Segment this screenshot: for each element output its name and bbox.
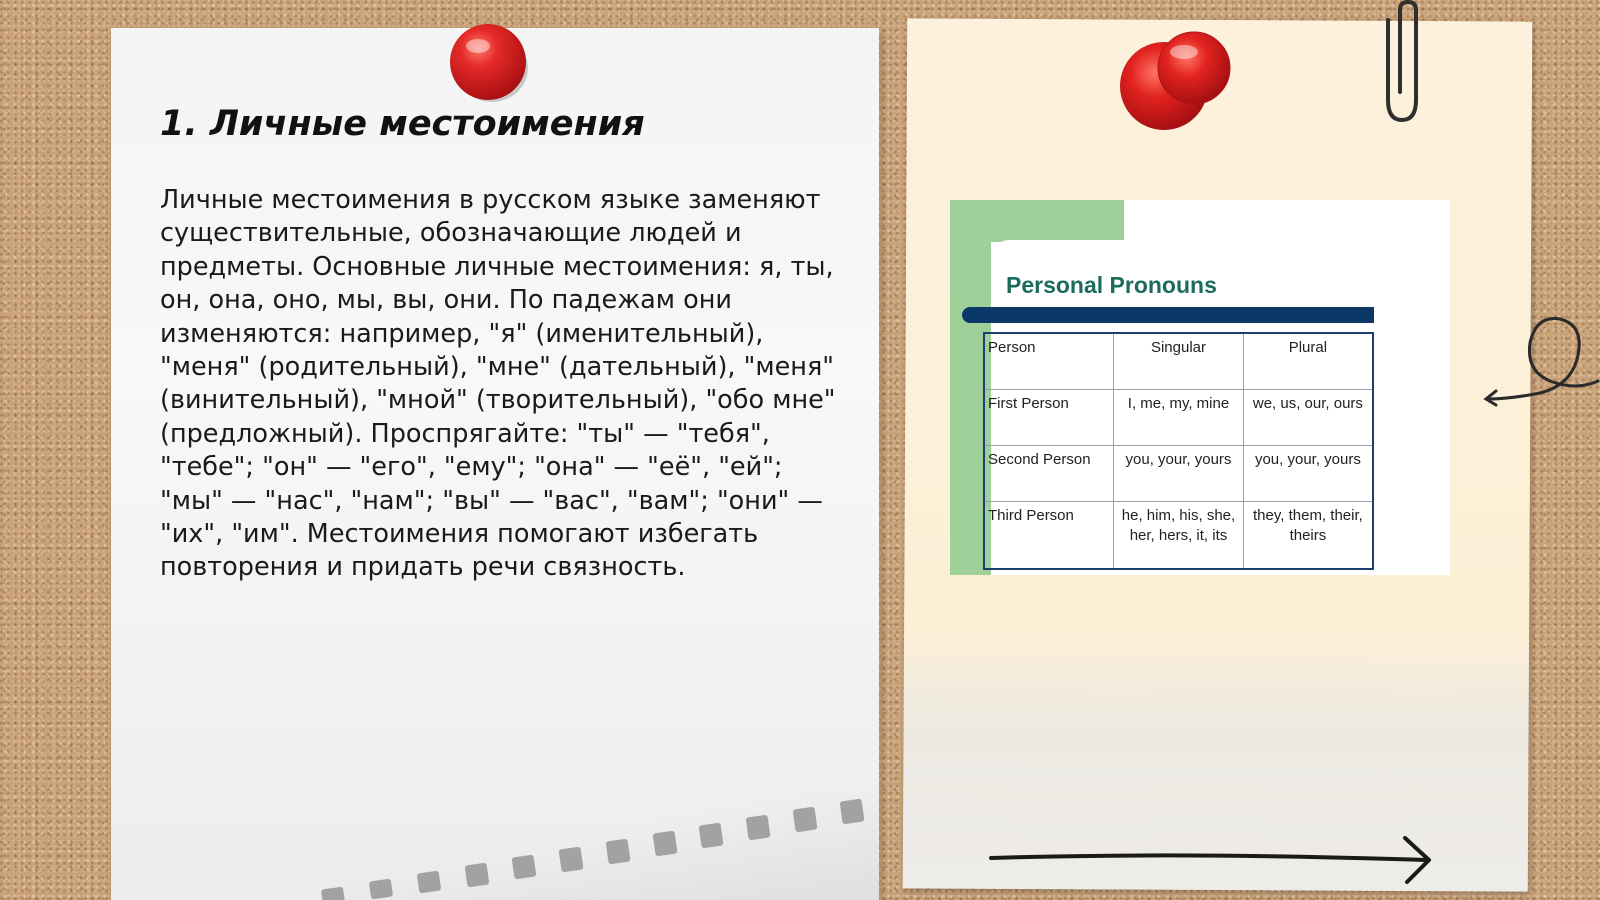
table-cell: Third Person <box>984 502 1114 570</box>
table-cell: Plural <box>1243 333 1373 390</box>
table-cell: Singular <box>1114 333 1244 390</box>
table-row <box>984 502 1373 570</box>
page-title: 1. Личные местоимения <box>160 104 645 144</box>
table-cell: First Person <box>984 390 1114 446</box>
table-cell: you, your, yours <box>1114 446 1244 502</box>
slide-title: Personal Pronouns <box>1006 272 1217 298</box>
table-cell: he, him, his, she, her, hers, it, its <box>1114 502 1244 570</box>
body-paragraph: Личные местоимения в русском языке заменяют существительные, обозначающие людей и предметы. Основные личные местоимения: я, ты, он, она, оно, мы, вы, они. По падежам они изменяются: например, "я" (именительный), "меня" (родительный), "мне" (дательный), "меня" (винительный), "мной" (творительный), "обо мне" (предложный). Проспрягайте: "ты" — "тебя", "тебе"; "он" — "его", "ему"; "она" — "её", "ей"; "мы" — "нас", "нам"; "вы" — "вас", "вам"; "они" — "их", "им". Местоимения помогают избегать повторения и придать речи связность. <box>160 185 836 583</box>
pronoun-slide-image <box>950 200 1450 575</box>
table-row <box>984 333 1373 390</box>
table-cell: Person <box>984 333 1114 390</box>
pronouns-table <box>983 332 1374 570</box>
slide-title-underline <box>962 307 1374 323</box>
table-cell: they, them, their, theirs <box>1243 502 1373 570</box>
table-cell: we, us, our, ours <box>1243 390 1373 446</box>
table-cell: you, your, yours <box>1243 446 1373 502</box>
table-cell: Second Person <box>984 446 1114 502</box>
table-row <box>984 446 1373 502</box>
table-cell: I, me, my, mine <box>1114 390 1244 446</box>
table-row <box>984 390 1373 446</box>
paper-shadow <box>319 790 879 900</box>
